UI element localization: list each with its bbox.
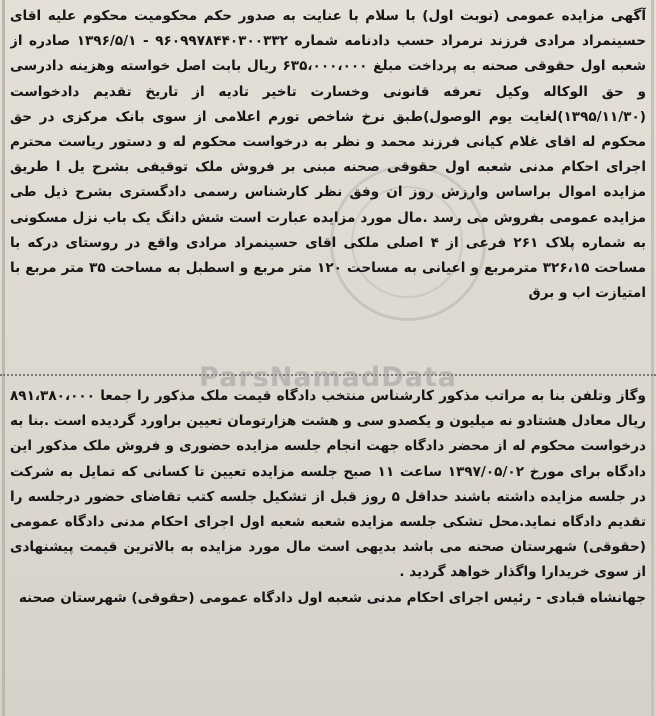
paper-edge-left	[2, 0, 5, 716]
column-break-divider	[0, 374, 656, 376]
paper-edge-right	[651, 0, 654, 716]
watermark: ParsNamadData	[199, 362, 457, 393]
notice-upper-column	[10, 4, 646, 370]
notice-lower-column	[10, 384, 646, 710]
notice-signature: جهانشاه قبادی - رئیس اجرای احکام مدنی شعبه اول دادگاه عمومی (حقوقی) شهرستان صحنه	[18, 589, 646, 606]
notice-upper-text: آگهی مزایده عمومی (نوبت اول) با سلام با عنایت به صدور حکم محکومیت محکوم علیه اقای حسینمراد مرادی فرزند نرمراد حسب دادنامه شماره ۹۶۰۹۹۷۸۴۴۰۳۰۰۳۳۲ - ۱۳۹۶/۵/۱ صادره از شعبه اول حقوقی صحنه به پرداخت مبلغ ۶۳۵،۰۰۰،۰۰۰ ریال بابت اصل خواسته وهزینه دادرسی و حق الوکاله وکیل تعرفه قانونی وخسارت تاخیر تادیه از تاریخ تقدیم دادخواست (۱۳۹۵/۱۱/۳۰)لغایت یوم الوصول)طبق نرخ شاخص تورم اعلامی از سوی بانک مرکزی در حق محکوم له اقای غلام کیانی فرزند محمد و نظر به درخواست محکوم له و دستور ریاست محترم اجرای احکام مدنی شعبه اول حقوقی صحنه مبنی بر فروش ملک توقیفی بشرح یل ا طریق مزایده اموال براساس وارزش روز ان وفق نظر کارشناس رسمی دادگستری بشرح ذیل طی مزایده عمومی بفروش می رسد .مال مورد مزایده عبارت است شش دانگ یک باب نزل مسکونی به شماره پلاک ۲۶۱ فرعی از ۴ اصلی ملکی اقای حسینمراد مرادی واقع در روستای درکه با مساحت ۳۲۶،۱۵ مترمربع و اعیانی به مساحت ۱۲۰ متر مربع و اسطبل به مساحت ۳۵ متر مربع با امتیازت اب و برق	[10, 8, 646, 302]
notice-lower-text: وگاز وتلفن بنا به مراتب مذکور کارشناس منتخب دادگاه قیمت ملک مذکور را جمعا ۸۹۱،۳۸۰،۰۰۰ ریال معادل هشتادو نه میلیون و یکصدو سی و هشت هزارتومان تعیین براورد گردیده است .بنا به درخواست محکوم له از محضر دادگاه جهت انجام جلسه مزایده حضوری و فروش ملک مذکور این دادگاه برای مورخ ۱۳۹۷/۰۵/۰۲ ساعت ۱۱ صبح جلسه مزایده تعیین تا کسانی که تمایل به شرکت در جلسه مزایده داشته باشند حداقل ۵ روز قبل از تشکیل جلسه کتب تقاضای حضور درجلسه را تقدیم دادگاه نماید.محل تشکی جلسه مزایده شعبه شعبه اول اجرای احکام مدنی دادگاه عمومی (حقوقی) شهرستان صحنه می باشد بدیهی است مال مورد مزایده به بالاترین قیمت پیشنهادی از سوی خریدارا واگذار خواهد گردید .	[10, 388, 646, 581]
